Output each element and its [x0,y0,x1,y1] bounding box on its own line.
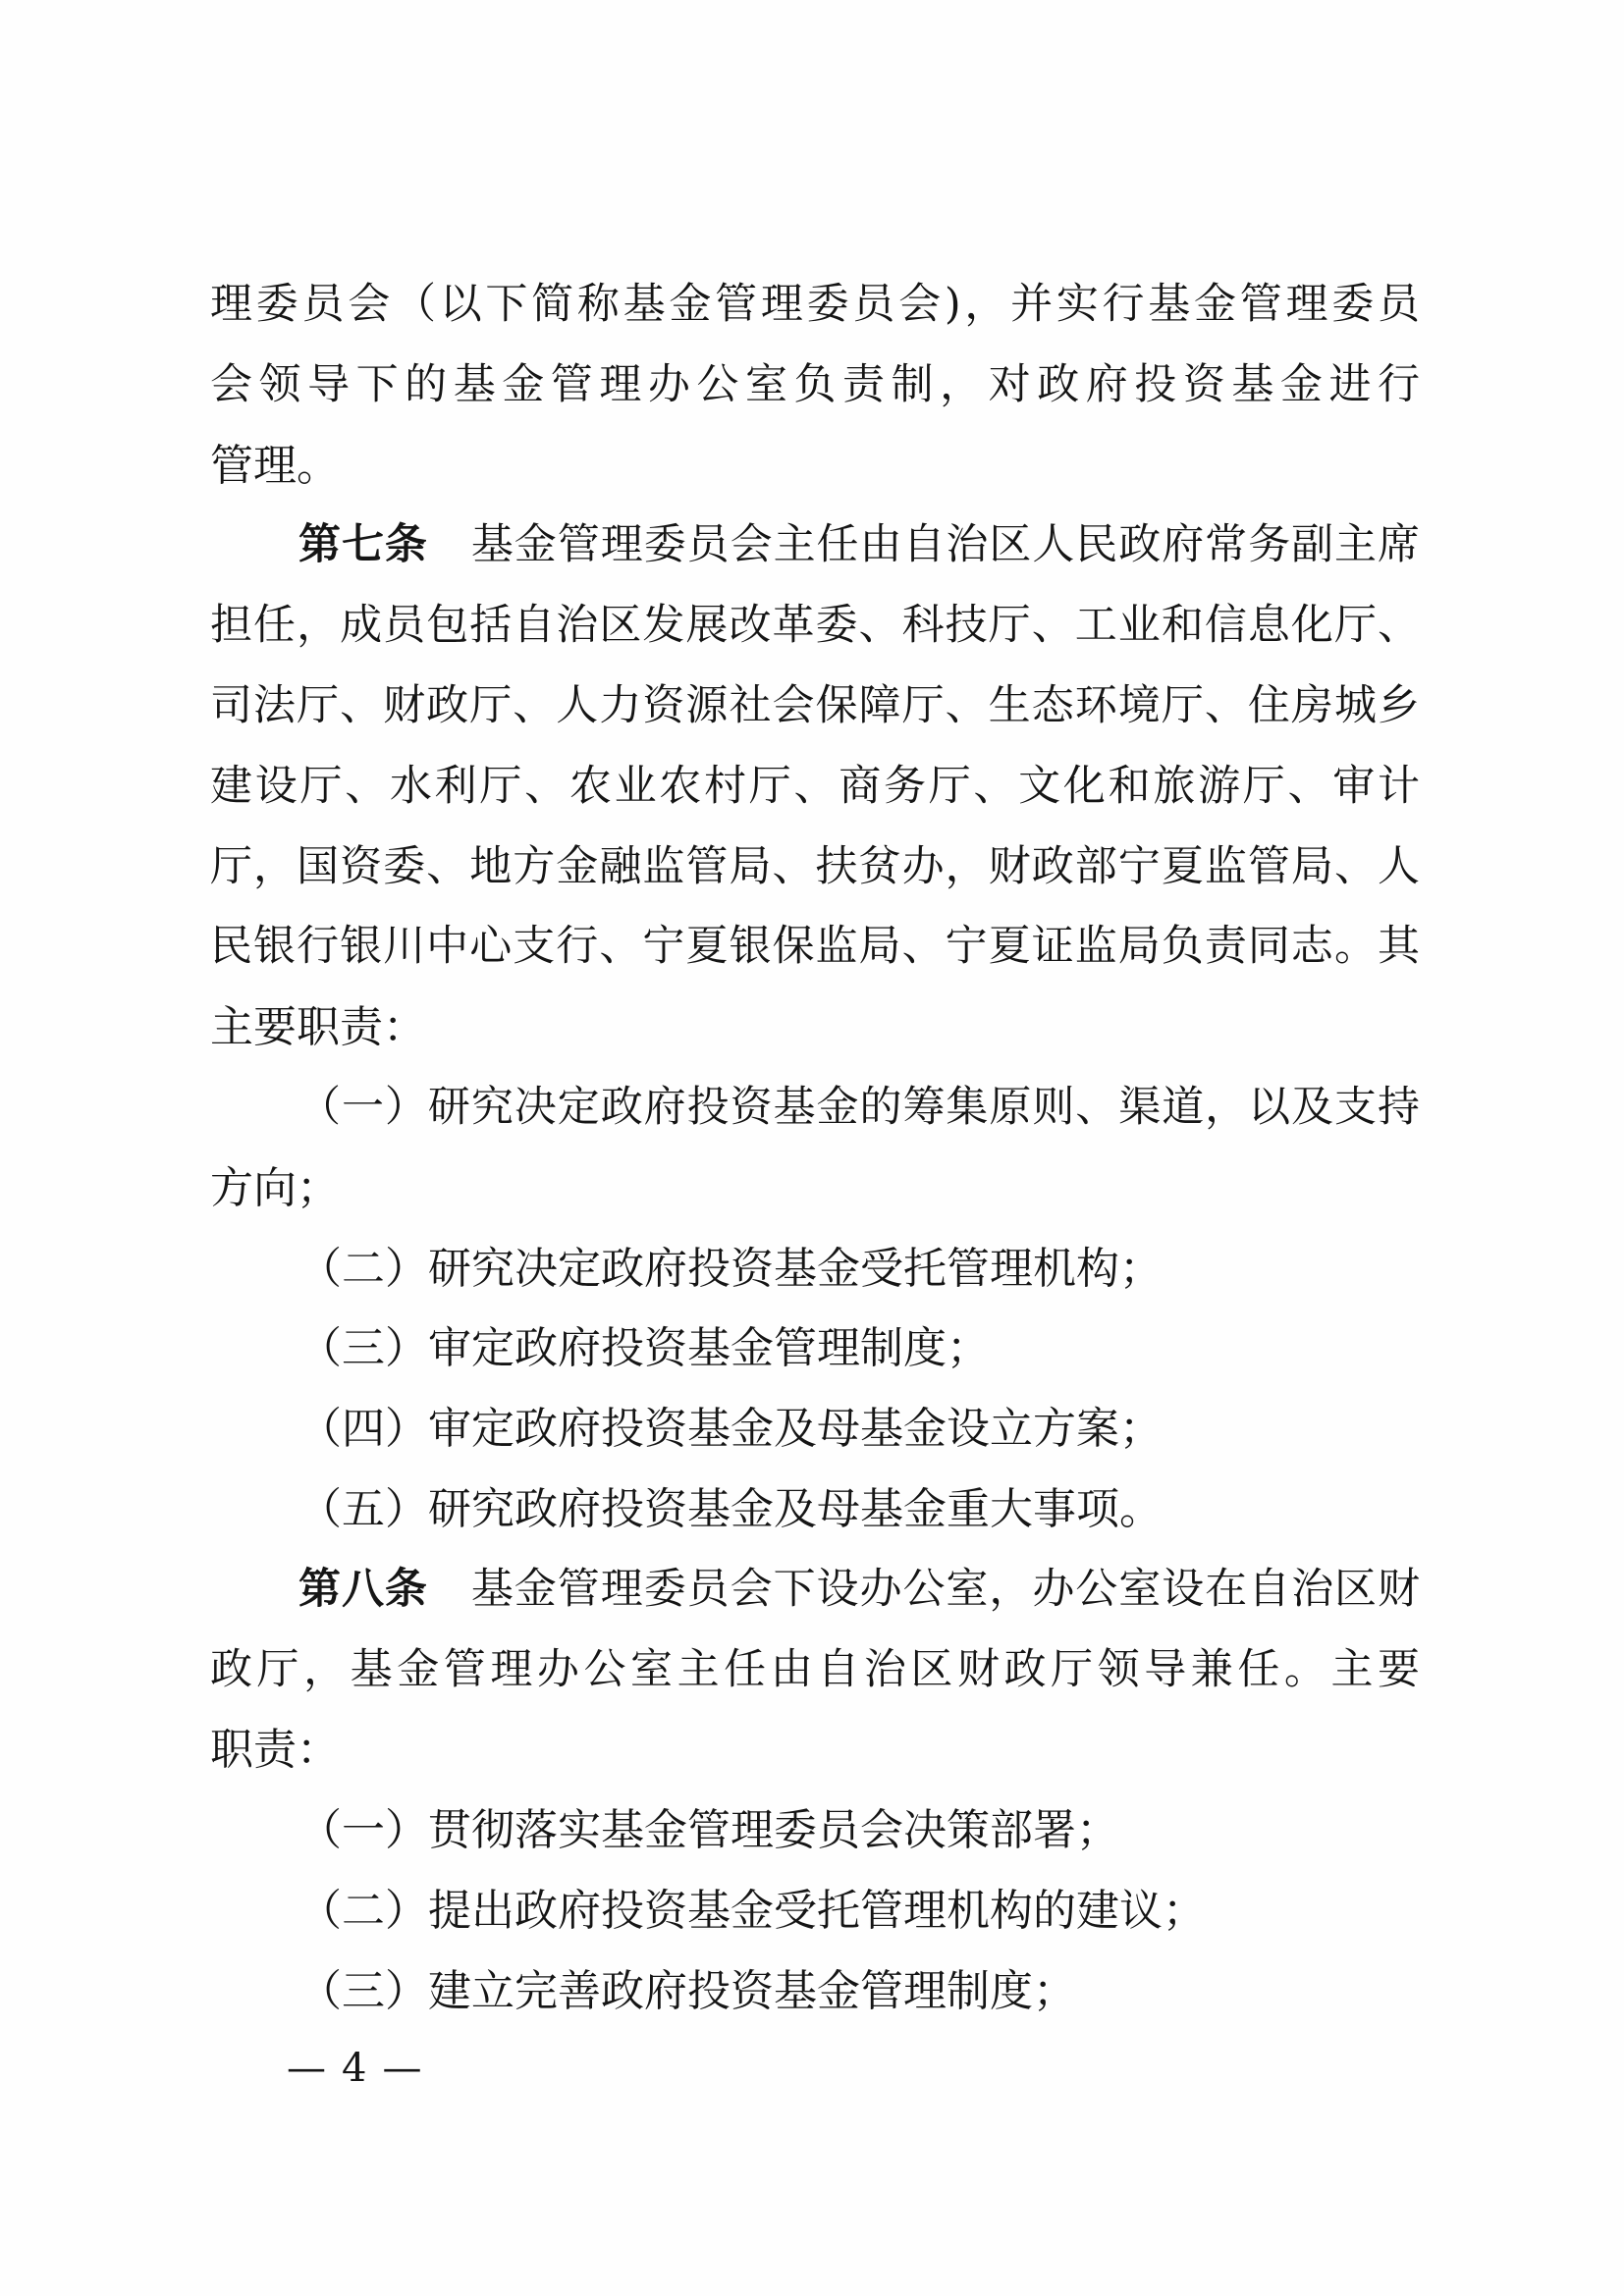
footer-dash-left: — [287,2046,326,2091]
text-line [210,1710,1420,1790]
line-text: （一）贯彻落实基金管理委员会决策部署； [298,1805,1119,1856]
line-text: 基金管理委员会主任由自治区人民政府常务副主席 [427,520,1421,570]
document-body [210,265,1420,2032]
text-line-item [210,1308,1420,1389]
text-line [210,747,1420,828]
line-text: 会领导下的基金管理办公室负责制，对政府投资基金进行 [210,359,1420,409]
text-line-item [210,1068,1420,1148]
article-heading: 第七条 [298,520,428,570]
text-line [210,426,1420,507]
text-line [210,828,1420,908]
text-line-item [210,1469,1420,1550]
text-line [210,907,1420,988]
line-text: （三）审定政府投资基金管理制度； [298,1323,990,1374]
line-text: （二）研究决定政府投资基金受托管理机构； [298,1243,1163,1294]
line-text: 民银行银川中心支行、宁夏银保监局、宁夏证监局负责同志。其 [210,922,1420,972]
text-line-item [210,1871,1420,1951]
text-line-item [210,1229,1420,1309]
line-text: 理委员会（以下简称基金管理委员会)，并实行基金管理委员 [210,280,1420,329]
text-line-article-7 [210,506,1420,586]
line-text: 主要职责： [210,1002,426,1053]
text-line-item [210,1951,1420,2032]
line-text: 司法厅、财政厅、人力资源社会保障厅、生态环境厅、住房城乡 [210,680,1420,730]
line-text: 管理。 [210,440,340,491]
line-text: （三）建立完善政府投资基金管理制度； [298,1965,1076,2016]
article-heading: 第八条 [298,1564,428,1614]
line-text: 基金管理委员会下设办公室，办公室设在自治区财 [427,1564,1421,1614]
line-text: 担任，成员包括自治区发展改革委、科技厅、工业和信息化厅、 [210,601,1420,651]
text-line [210,1630,1420,1711]
page-number: 4 [342,2046,367,2091]
text-line-item [210,1790,1420,1871]
line-text: 职责： [210,1725,340,1776]
line-text: （一）研究决定政府投资基金的筹集原则、渠道，以及支持 [298,1082,1420,1132]
text-line [210,988,1420,1068]
line-text: 厅，国资委、地方金融监管局、扶贫办，财政部宁夏监管局、人 [210,841,1420,891]
text-line-article-8 [210,1550,1420,1630]
line-text: 方向； [210,1162,340,1213]
text-line [210,346,1420,426]
page-footer [287,2041,421,2096]
line-text: （二）提出政府投资基金受托管理机构的建议； [298,1885,1206,1936]
text-line [210,265,1420,346]
line-text: （五）研究政府投资基金及母基金重大事项。 [298,1483,1163,1534]
footer-dash-right: — [382,2046,422,2091]
line-text: 建设厅、水利厅、农业农村厅、商务厅、文化和旅游厅、审计 [210,761,1420,811]
line-text: （四）审定政府投资基金及母基金设立方案； [298,1404,1163,1455]
text-line [210,1148,1420,1229]
text-line-item [210,1389,1420,1469]
line-text: 政厅，基金管理办公室主任由自治区财政厅领导兼任。主要 [210,1644,1420,1694]
text-line [210,586,1420,667]
text-line [210,667,1420,747]
